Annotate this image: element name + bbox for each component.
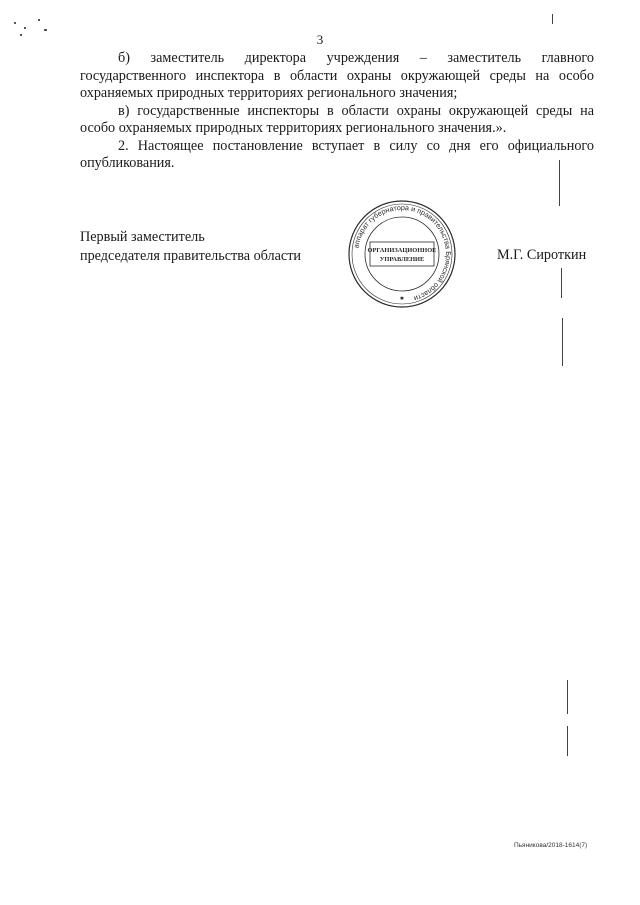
seal-center-line-1: ОРГАНИЗАЦИОННОЕ (367, 247, 437, 254)
official-seal (340, 198, 464, 310)
seal-center-line-2: УПРАВЛЕНИЕ (379, 256, 425, 263)
signer-name: М.Г. Сироткин (497, 247, 587, 263)
scan-line-right-2 (561, 268, 562, 298)
signatory-position-line-2: председателя правительства области (80, 248, 301, 264)
scan-line-right-5 (567, 726, 568, 756)
seal-inner-ring (365, 217, 439, 291)
list-item-v: в) государственные инспекторы в области охраны окружающей среды на особо охраняемых природных территориях регионального значения.». (80, 102, 594, 136)
clause-2: 2. Настоящее постановление вступает в силу со дня его официального опубликования. (80, 137, 594, 171)
scan-line-right-4 (567, 680, 568, 714)
footer-reference: Пьяникова/2018-1614(7) (514, 842, 588, 849)
seal-star-icon: ✱ (399, 296, 405, 302)
page-number: 3 (316, 32, 324, 47)
signatory-position-line-1: Первый заместитель (80, 229, 205, 245)
scan-line-top-right (552, 14, 553, 24)
seal-outer-ring-inner (352, 204, 452, 304)
scan-line-right-3 (562, 318, 563, 366)
signatory-position (80, 228, 301, 266)
list-item-b: б) заместитель директора учреждения – заместитель главного государственного инспектора в области охраны окружающей среды на особо охраняемых природных территориях регионального значения; (80, 50, 594, 101)
seal-ring-textpath: аппарат губернатора и правительства Брянской области (351, 202, 454, 304)
document-body (80, 50, 594, 173)
